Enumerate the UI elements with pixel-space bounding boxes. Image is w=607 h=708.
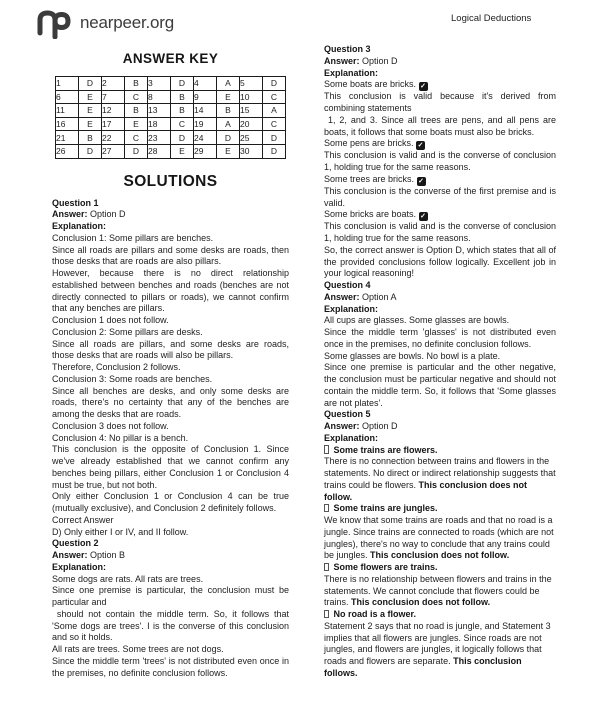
text: Option B: [87, 550, 126, 561]
answer-line: [52, 550, 289, 562]
explanation-paragraph: [52, 527, 289, 539]
answer-cell-number: 1: [56, 77, 79, 91]
answer-cell-letter: D: [263, 131, 286, 145]
box-bullet-icon: [324, 563, 329, 572]
explanation-paragraph: [52, 315, 289, 327]
question-block: [324, 409, 556, 679]
text: Since all roads are pillars and some desks are roads, then those desks that are roads are also pillars.: [52, 244, 289, 267]
explanation-label: [52, 562, 289, 574]
question-title: [324, 280, 556, 292]
answer-cell-letter: D: [171, 77, 194, 91]
answer-cell-number: 10: [240, 90, 263, 104]
answer-cell-number: 30: [240, 144, 263, 158]
explanation-paragraph: [52, 491, 289, 515]
answer-cell-number: 7: [102, 90, 125, 104]
bold-text: This conclusion does not follow.: [370, 550, 510, 561]
answer-cell-letter: D: [263, 144, 286, 158]
answer-cell-number: 8: [148, 90, 171, 104]
answer-cell-letter: D: [79, 144, 102, 158]
answer-cell-number: 26: [56, 144, 79, 158]
answer-cell-letter: B: [125, 77, 148, 91]
bold-text: Explanation:: [52, 561, 107, 572]
explanation-paragraph: [52, 362, 289, 374]
explanation-paragraph: [324, 609, 556, 621]
explanation-label: [324, 68, 556, 80]
bold-text: Some flowers are trains.: [331, 562, 438, 572]
answer-cell-letter: D: [263, 77, 286, 91]
bold-text: Some trains are jungles.: [331, 503, 438, 514]
explanation-paragraph: [52, 444, 289, 491]
answer-key-body: [56, 77, 286, 159]
explanation-paragraph: [52, 245, 289, 269]
bold-text: Answer:: [324, 291, 360, 302]
text: Option D: [359, 421, 398, 431]
text: This conclusion is the opposite of Conclusion 1. Since we've already established that we cannot confirm any benches being pillars, either Conclusion 1 or Conclusion 4 must be true, but not both.: [52, 444, 289, 490]
answer-cell-letter: D: [79, 77, 102, 91]
question-block: [324, 280, 556, 409]
text: There is no relationship between flowers and trains in the statements. We cannot conclude that flowers could be trains.: [324, 573, 552, 608]
explanation-paragraph: [52, 339, 289, 363]
question-title: [324, 44, 556, 56]
text: We know that some trains are roads and that no road is a jungle. Since trains are connected to roads (which are not jungles), there's no way to conclude that any trains could be jungles.: [324, 515, 554, 561]
explanation-paragraph: [324, 115, 556, 139]
answer-key-title: ANSWER KEY: [122, 51, 219, 66]
left-column: [52, 46, 289, 679]
check-icon: ✓: [420, 213, 426, 221]
check-icon: ✓: [420, 83, 426, 91]
explanation-paragraph: [324, 150, 556, 174]
answer-cell-number: 21: [56, 131, 79, 145]
text: Some trees are bricks.: [324, 173, 417, 184]
text: So, the correct answer is Option D, which states that all of the provided conclusions follow logically. Excellent job in your logical reasoning!: [324, 244, 556, 279]
question-block: [52, 198, 289, 539]
answer-line: [324, 292, 556, 304]
bold-text: Answer:: [324, 421, 360, 431]
text: Since all roads are pillars, and some desks are roads, those desks that are roads will also be pillars.: [52, 338, 289, 361]
bold-text: Explanation:: [324, 432, 379, 443]
nearpeer-logo: [34, 7, 174, 39]
text: Since one premise is particular and the other negative, the conclusion must be particular negative and should not contain the middle term. So, it follows that 'Some glasses are not plates'.: [324, 362, 556, 408]
text: This conclusion is valid because it's derived from combining statements: [324, 91, 556, 113]
question-title: [52, 538, 289, 550]
answer-cell-number: 28: [148, 144, 171, 158]
answer-cell-number: 23: [148, 131, 171, 145]
question-title: [52, 198, 289, 210]
text: Conclusion 1 does not follow.: [52, 315, 169, 326]
explanation-paragraph: [52, 515, 289, 527]
text: Some glasses are bowls. No bowl is a plate.: [324, 350, 501, 361]
explanation-paragraph: [324, 445, 556, 457]
text: 1, 2, and 3. Since all trees are pens, and all pens are boats, it follows that some boats must also be bricks.: [324, 114, 556, 137]
text: Some dogs are rats. All rats are trees.: [52, 573, 204, 584]
explanation-paragraph: [52, 585, 289, 609]
explanation-paragraph: [324, 174, 556, 186]
answer-key-row: [56, 90, 286, 104]
explanation-paragraph: [52, 268, 289, 315]
explanation-label: [324, 304, 556, 316]
explanation-paragraph: [324, 351, 556, 363]
answer-cell-letter: E: [79, 90, 102, 104]
bold-text: Answer:: [324, 55, 360, 66]
bold-text: Question 3: [324, 44, 371, 54]
text: Since the middle term 'glasses' is not distributed even once in the premises, no definite conclusion follows.: [324, 327, 556, 349]
explanation-paragraph: [324, 562, 556, 574]
answer-cell-number: 9: [194, 90, 217, 104]
explanation-paragraph: [324, 221, 556, 245]
answer-key-table: [55, 76, 286, 159]
explanation-paragraph: [52, 233, 289, 245]
text: Some boats are bricks.: [324, 79, 419, 90]
answer-cell-letter: E: [79, 104, 102, 118]
explanation-label: [52, 221, 289, 233]
answer-cell-letter: A: [217, 77, 240, 91]
explanation-paragraph: [324, 186, 556, 210]
answer-line: [324, 56, 556, 68]
bold-text: Question 4: [324, 280, 371, 290]
text: Option D: [87, 209, 126, 220]
answer-cell-letter: E: [79, 117, 102, 131]
answer-cell-number: 14: [194, 104, 217, 118]
answer-cell-letter: B: [217, 104, 240, 118]
answer-cell-letter: E: [217, 90, 240, 104]
answer-cell-letter: B: [171, 104, 194, 118]
explanation-paragraph: [324, 315, 556, 327]
explanation-paragraph: [52, 386, 289, 421]
answer-key-row: [56, 131, 286, 145]
text: Some bricks are boats.: [324, 209, 419, 220]
answer-cell-number: 11: [56, 104, 79, 118]
explanation-paragraph: [324, 245, 556, 280]
answer-cell-number: 27: [102, 144, 125, 158]
page-header-title: Logical Deductions: [451, 13, 532, 24]
answer-cell-number: 25: [240, 131, 263, 145]
answer-cell-number: 17: [102, 117, 125, 131]
solutions-column-left: [52, 198, 289, 680]
answer-cell-number: 6: [56, 90, 79, 104]
bold-text: This conclusion does not follow.: [324, 479, 528, 502]
box-bullet-icon: [324, 445, 329, 454]
answer-cell-number: 12: [102, 104, 125, 118]
explanation-paragraph: [324, 621, 556, 680]
bold-text: This conclusion follows.: [324, 656, 522, 678]
explanation-paragraph: [52, 374, 289, 386]
text: Correct Answer: [52, 514, 114, 525]
answer-cell-letter: D: [171, 131, 194, 145]
answer-cell-letter: C: [263, 90, 286, 104]
text: Conclusion 2: Some pillars are desks.: [52, 326, 203, 337]
answer-cell-number: 16: [56, 117, 79, 131]
bold-text: Answer:: [52, 209, 88, 220]
explanation-paragraph: [52, 421, 289, 433]
check-icon: ✓: [417, 142, 424, 150]
brand-name: nearpeer.org: [80, 13, 175, 32]
answer-cell-number: 29: [194, 144, 217, 158]
check-icon: ✓: [418, 177, 424, 185]
explanation-paragraph: [324, 138, 556, 150]
explanation-paragraph: [324, 456, 556, 503]
text: Conclusion 1: Some pillars are benches.: [52, 232, 214, 243]
answer-key-row: [56, 117, 286, 131]
question-block: [324, 44, 556, 280]
solutions-column-right: [324, 44, 556, 680]
answer-cell-letter: B: [171, 90, 194, 104]
text: All cups are glasses. Some glasses are bowls.: [324, 315, 510, 326]
bold-text: No road is a flower.: [331, 609, 417, 619]
text: This conclusion is valid and is the converse of conclusion 1, holding true for the same reasons.: [324, 221, 556, 243]
bold-text: Explanation:: [52, 221, 107, 232]
solutions-title: SOLUTIONS: [123, 172, 218, 190]
right-column: [324, 44, 556, 680]
explanation-paragraph: [52, 656, 289, 680]
text: Since all benches are desks, and only some desks are roads, there's no certainty that any of the benches are among the desks that are roads.: [52, 385, 289, 420]
explanation-paragraph: [52, 609, 289, 644]
text: All rats are trees. Some trees are not dogs.: [52, 644, 224, 655]
answer-cell-number: 20: [240, 117, 263, 131]
explanation-paragraph: [324, 362, 556, 409]
text: Option D: [359, 55, 398, 66]
text: Option A: [359, 291, 397, 302]
explanation-paragraph: [324, 209, 556, 221]
explanation-paragraph: [52, 574, 289, 586]
answer-line: [52, 209, 289, 221]
answer-cell-number: 24: [194, 131, 217, 145]
text: Conclusion 3: Some roads are benches.: [52, 373, 213, 384]
text: Statement 2 says that no road is jungle, and Statement 3 implies that all flowers are jungles. Since roads are not jungles, and flowers are jungles, it logically follows that roads and flowers are separate.: [324, 620, 551, 666]
answer-cell-number: 4: [194, 77, 217, 91]
answer-cell-number: 18: [148, 117, 171, 131]
text: Conclusion 4: No pillar is a bench.: [52, 432, 189, 443]
text: Since one premise is particular, the conclusion must be particular and: [52, 585, 289, 608]
bold-text: Some trains are flowers.: [331, 444, 438, 455]
bold-text: Answer:: [52, 550, 88, 561]
answer-key-row: [56, 144, 286, 158]
text: D) Only either I or IV, and II follow.: [52, 526, 189, 537]
bold-text: This conclusion does not follow.: [351, 597, 491, 608]
text: Conclusion 3 does not follow.: [52, 420, 169, 431]
answer-cell-number: 15: [240, 104, 263, 118]
answer-cell-number: 13: [148, 104, 171, 118]
answer-cell-letter: C: [125, 131, 148, 145]
explanation-paragraph: [52, 327, 289, 339]
explanation-paragraph: [52, 433, 289, 445]
answer-key-row: [56, 77, 286, 91]
answer-cell-number: 22: [102, 131, 125, 145]
question-block: [52, 538, 289, 679]
text: should not contain the middle term. So, it follows that 'Some dogs are trees'. I is the converse of this conclusion and so it holds.: [52, 608, 289, 643]
explanation-paragraph: [324, 515, 556, 562]
text: Since the middle term 'trees' is not distributed even once in the premises, no definite conclusion follows.: [52, 655, 289, 678]
box-bullet-icon: [324, 504, 329, 513]
explanation-label: [324, 433, 556, 445]
bold-text: Explanation:: [324, 303, 379, 314]
nearpeer-logo-icon: [34, 7, 74, 39]
answer-cell-number: 19: [194, 117, 217, 131]
answer-cell-letter: A: [263, 104, 286, 118]
text: This conclusion is valid and is the converse of conclusion 1, holding true for the same reasons.: [324, 150, 556, 172]
answer-cell-letter: B: [79, 131, 102, 145]
explanation-paragraph: [324, 503, 556, 515]
answer-cell-letter: C: [263, 117, 286, 131]
text: Therefore, Conclusion 2 follows.: [52, 362, 181, 373]
answer-cell-number: 5: [240, 77, 263, 91]
answer-cell-letter: D: [217, 131, 240, 145]
answer-cell-letter: E: [171, 144, 194, 158]
bold-text: Explanation:: [324, 67, 379, 78]
question-title: [324, 409, 556, 421]
answer-cell-number: 3: [148, 77, 171, 91]
text: There is no connection between trains and flowers in the statements. No direct or indirect relationship suggests that trains could be flowers.: [324, 456, 556, 490]
bold-text: Question 1: [52, 197, 99, 208]
explanation-paragraph: [324, 574, 556, 609]
answer-cell-letter: E: [217, 144, 240, 158]
answer-cell-letter: A: [217, 117, 240, 131]
explanation-paragraph: [324, 79, 556, 91]
text: However, because there is no direct relationship established between benches and roads (benches are not directly connected to pillars or roads), we cannot confirm that any benches are pillars.: [52, 268, 289, 314]
text: This conclusion is the converse of the first premise and is valid.: [324, 185, 556, 208]
text: Only either Conclusion 1 or Conclusion 4 can be true (mutually exclusive), and Conclusion 2 definitely follows.: [52, 491, 289, 514]
answer-cell-letter: E: [125, 117, 148, 131]
answer-cell-letter: C: [171, 117, 194, 131]
explanation-paragraph: [52, 644, 289, 656]
explanation-paragraph: [324, 327, 556, 351]
text: Some pens are bricks.: [324, 138, 417, 149]
answer-cell-number: 2: [102, 77, 125, 91]
box-bullet-icon: [324, 610, 329, 619]
answer-cell-letter: C: [125, 90, 148, 104]
answer-key-row: [56, 104, 286, 118]
explanation-paragraph: [324, 91, 556, 115]
answer-cell-letter: D: [125, 144, 148, 158]
bold-text: Question 2: [52, 538, 99, 549]
bold-text: Question 5: [324, 409, 371, 420]
answer-line: [324, 421, 556, 433]
answer-cell-letter: B: [125, 104, 148, 118]
